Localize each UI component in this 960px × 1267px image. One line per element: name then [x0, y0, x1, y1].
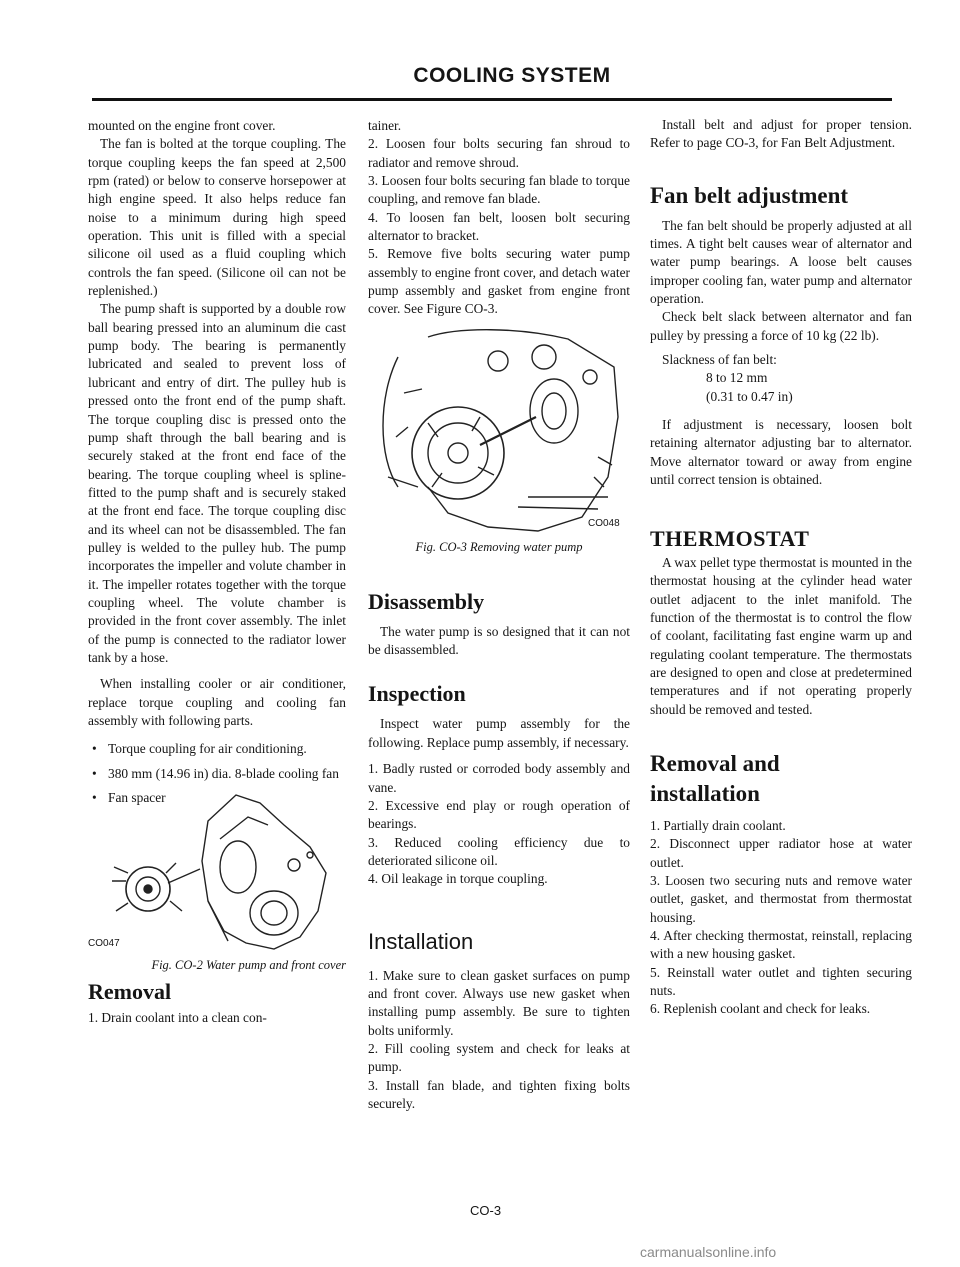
- heading-line: Removal and: [650, 750, 780, 776]
- step: 2. Fill cooling system and check for leaks at pump.: [368, 1040, 630, 1075]
- paragraph: A wax pellet type thermostat is mounted in the thermostat housing at the cylinder head water outlet adjacent to the inlet manifold. The function of the thermostat is to control the flow of coolant, facilitating fast engine warm up and regulating coolant temperature. The thermostats are designed to open and close at predetermined temperatures and if not operating properly should be removed and tested.: [650, 554, 912, 717]
- list-item: • 380 mm (14.96 in) dia. 8-blade cooling fan: [88, 765, 346, 783]
- step: 1. Make sure to clean gasket surfaces on pump and front cover. Always use new gasket when installing pump assembly. Be sure to tighten bolts uniformly.: [368, 967, 630, 1038]
- section-heading-removal-and-installation: [650, 749, 912, 809]
- figure-code: CO048: [588, 517, 620, 529]
- section-heading-fan-belt-adjustment: Fan belt adjustment: [650, 182, 849, 208]
- step: 1. Partially drain coolant.: [650, 817, 786, 833]
- removing-water-pump-illustration: [368, 327, 630, 537]
- step: 4. Oil leakage in torque coupling.: [368, 871, 548, 887]
- section-heading-disassembly: Disassembly: [368, 588, 485, 614]
- step: 5. Reinstall water outlet and tighten securing nuts.: [650, 964, 912, 999]
- paragraph: Check belt slack between alternator and fan pulley by pressing a force of 10 kg (22 lb).: [650, 309, 912, 343]
- step: 6. Replenish coolant and check for leaks.: [650, 1001, 871, 1017]
- watermark: carmanualsonline.info: [640, 1244, 777, 1260]
- list-item: • Torque coupling for air conditioning.: [88, 740, 346, 758]
- section-heading-installation: Installation: [368, 928, 474, 954]
- paragraph: The water pump is so designed that it can not be disassembled.: [368, 623, 630, 658]
- step: 3. Loosen four bolts securing fan blade to torque coupling, and remove fan blade.: [368, 173, 630, 207]
- heading-line: installation: [650, 780, 760, 806]
- figure-co3: [368, 327, 630, 537]
- figure-code: CO047: [88, 938, 120, 950]
- page-number: CO-3: [470, 1203, 502, 1218]
- step: 3. Reduced cooling efficiency due to deteriorated silicone oil.: [368, 834, 630, 868]
- step: 2. Loosen four bolts securing fan shroud to radiator and remove shroud.: [368, 136, 630, 170]
- spec-label: Slackness of fan belt:: [662, 352, 777, 368]
- paragraph: The fan belt should be properly adjusted at all times. A tight belt causes wear of alternator and water pump bearings. A loose belt causes improper cooling fan, water pump and alternator operation.: [650, 217, 912, 307]
- water-pump-front-cover-illustration: [88, 781, 346, 957]
- section-heading-thermostat: THERMOSTAT: [650, 525, 810, 551]
- thermostat-removal-steps: [650, 817, 912, 1019]
- step: 4. To loosen fan belt, loosen bolt securing alternator to bracket.: [368, 209, 630, 244]
- list-item: • Fan spacer: [88, 789, 346, 807]
- paragraph: The pump shaft is supported by a double row ball bearing pressed into an aluminum die cast pump body. The bearing is permanently lubricated and sealed to prevent loss of lubricant and entry of dirt. The pulley hub is pressed onto the front end of the pump shaft. The torque coupling disc is pressed onto the pump shaft through the ball bearing and is securely staked at the front end face of the bearing. The torque coupling wheel is spline-fitted to the pump shaft and is securely staked at the front end face. The torque coupling disc and its wheel can not be disassembled. The fan pulley is welded to the pulley hub. The pump incorporates the impeller and volute chamber in it. The impeller rotates together with the torque coupling wheel. The volute chamber is provided in the front cover assembly. The inlet of the pump is connected to the radiator lower tank by a hose.: [88, 301, 346, 665]
- section-heading-removal: Removal: [88, 979, 172, 1005]
- step: 3. Loosen two securing nuts and remove water outlet, gasket, and thermostat from thermostat housing.: [650, 872, 912, 925]
- step: 1. Drain coolant into a clean con-: [88, 1010, 267, 1026]
- figure-caption: Fig. CO-3 Removing water pump: [415, 539, 583, 554]
- step: 1. Badly rusted or corroded body assembly and vane.: [368, 761, 630, 795]
- spec-value-mm: 8 to 12 mm: [706, 370, 768, 386]
- column-middle: [368, 117, 630, 1113]
- paragraph: mounted on the engine front cover.: [88, 118, 276, 133]
- header-rule: [92, 98, 892, 101]
- step: 3. Install fan blade, and tighten fixing bolts securely.: [368, 1077, 630, 1111]
- paragraph: Inspect water pump assembly for the following. Replace pump assembly, if necessary.: [368, 716, 630, 750]
- figure-co2: [88, 781, 346, 957]
- step: 2. Excessive end play or rough operation of bearings.: [368, 797, 630, 832]
- step: 5. Remove five bolts securing water pump assembly to engine front cover, and detach water pump assembly and gasket from engine front cover. See Figure CO-3.: [368, 246, 630, 317]
- step: 4. After checking thermostat, reinstall, replacing with a new housing gasket.: [650, 928, 912, 962]
- paragraph: The fan is bolted at the torque coupling. The torque coupling keeps the fan speed at 2,500 rpm (rated) or below to conserve horsepower at high engine speed. It also helps reduce fan noise to a minimum during high speed operation. This unit is filled with a special silicone oil used as a fluid coupling which controls the fan speed. (Silicone oil can not be replenished.): [88, 136, 346, 299]
- column-right: [650, 102, 912, 1019]
- paragraph: If adjustment is necessary, loosen bolt retaining alternator adjusting bar to alternator. Move alternator toward or away from engine until correct tension is obtained.: [650, 417, 912, 488]
- paragraph: Install belt and adjust for proper tension. Refer to page CO-3, for Fan Belt Adjustment.: [650, 117, 912, 151]
- figure-caption: Fig. CO-2 Water pump and front cover: [151, 958, 346, 973]
- column-left: [88, 117, 346, 1028]
- paragraph: When installing cooler or air conditioner, replace torque coupling and cooling fan assembly with following parts.: [88, 676, 346, 728]
- installation-items: [368, 967, 630, 1114]
- removal-steps: [368, 135, 630, 318]
- spec-value-in: (0.31 to 0.47 in): [706, 388, 793, 404]
- inspection-items: [368, 760, 630, 888]
- paragraph: tainer.: [368, 118, 402, 133]
- page-header-title: COOLING SYSTEM: [413, 64, 611, 87]
- step: 2. Disconnect upper radiator hose at water outlet.: [650, 836, 912, 870]
- section-heading-inspection: Inspection: [368, 681, 466, 707]
